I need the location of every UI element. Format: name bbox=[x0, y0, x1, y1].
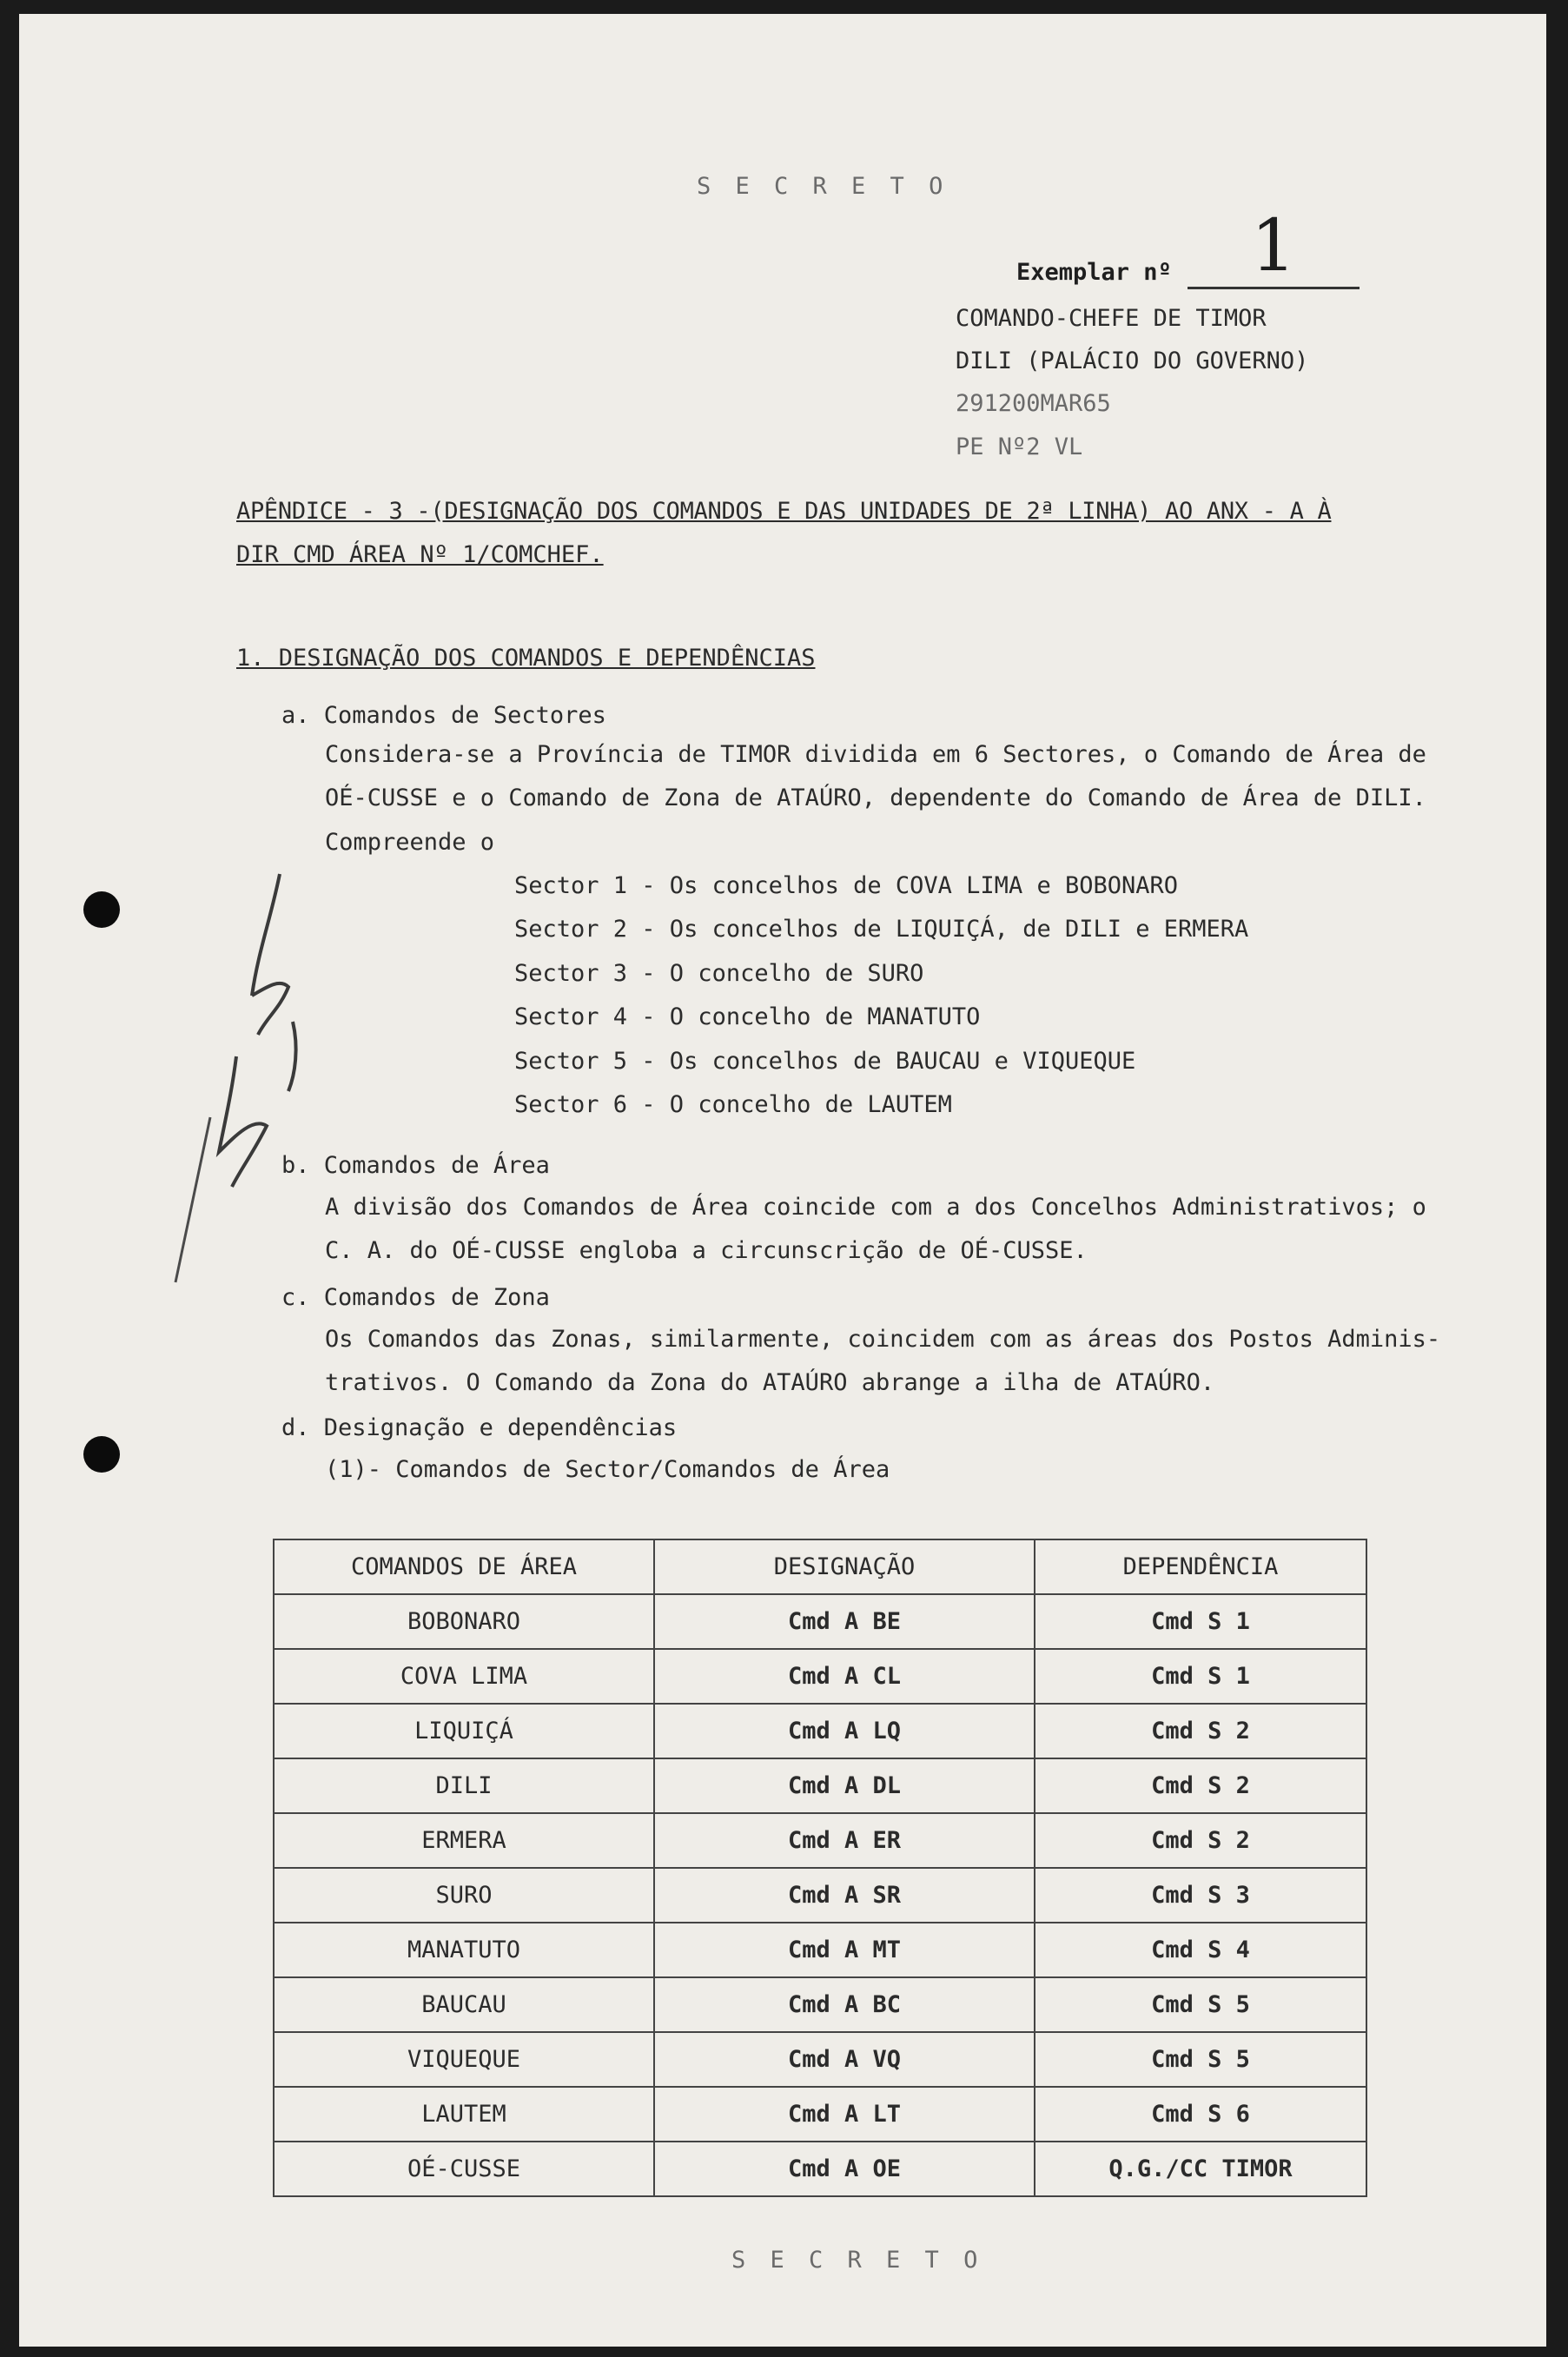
area-cell: BAUCAU bbox=[274, 1977, 654, 2032]
sector-1: Sector 1 - Os concelhos de COVA LIMA e BOBONARO bbox=[514, 872, 1179, 899]
subsection-c-line1: Os Comandos das Zonas, similarmente, coincidem com as áreas dos Postos Adminis- bbox=[325, 1326, 1441, 1353]
designation-cell: Cmd A LQ bbox=[654, 1704, 1035, 1758]
appendix-title-line1: APÊNDICE - 3 -(DESIGNAÇÃO DOS COMANDOS E DAS UNIDADES DE 2ª LINHA) AO ANX - A À bbox=[236, 498, 1332, 525]
punch-hole-bottom bbox=[83, 1436, 120, 1473]
commands-table bbox=[273, 1539, 1367, 2197]
dependency-cell: Cmd S 1 bbox=[1035, 1594, 1366, 1649]
section-1-heading: 1. DESIGNAÇÃO DOS COMANDOS E DEPENDÊNCIAS bbox=[236, 645, 816, 672]
column-header-dependency: DEPENDÊNCIA bbox=[1035, 1539, 1366, 1594]
designation-cell: Cmd A BC bbox=[654, 1977, 1035, 2032]
area-cell: COVA LIMA bbox=[274, 1649, 654, 1704]
dependency-cell: Cmd S 5 bbox=[1035, 1977, 1366, 2032]
designation-cell: Cmd A OE bbox=[654, 2142, 1035, 2196]
table-row bbox=[274, 1923, 1366, 1977]
designation-cell: Cmd A SR bbox=[654, 1868, 1035, 1923]
table-row bbox=[274, 1868, 1366, 1923]
subsection-b-line1: A divisão dos Comandos de Área coincide com a dos Concelhos Administrativos; o bbox=[325, 1194, 1426, 1221]
area-cell: DILI bbox=[274, 1758, 654, 1813]
subsection-b-label: b. Comandos de Área bbox=[281, 1152, 550, 1179]
table-row bbox=[274, 2087, 1366, 2142]
subsection-d-label: d. Designação e dependências bbox=[281, 1414, 678, 1441]
subsection-c-line2: trativos. O Comando da Zona do ATAÚRO abrange a ilha de ATAÚRO. bbox=[325, 1369, 1215, 1396]
subsection-c-label: c. Comandos de Zona bbox=[281, 1284, 550, 1311]
area-cell: SURO bbox=[274, 1868, 654, 1923]
area-cell: OÉ-CUSSE bbox=[274, 2142, 654, 2196]
dependency-cell: Cmd S 2 bbox=[1035, 1758, 1366, 1813]
designation-cell: Cmd A DL bbox=[654, 1758, 1035, 1813]
column-header-designation: DESIGNAÇÃO bbox=[654, 1539, 1035, 1594]
table-row bbox=[274, 2032, 1366, 2087]
designation-cell: Cmd A CL bbox=[654, 1649, 1035, 1704]
subsection-a-label: a. Comandos de Sectores bbox=[281, 702, 606, 729]
designation-cell: Cmd A VQ bbox=[654, 2032, 1035, 2087]
classification-bottom: S E C R E T O bbox=[731, 2247, 983, 2274]
dependency-cell: Cmd S 3 bbox=[1035, 1868, 1366, 1923]
reference: PE Nº2 VL bbox=[956, 434, 1083, 460]
designation-cell: Cmd A MT bbox=[654, 1923, 1035, 1977]
copy-label: Exemplar nº bbox=[1016, 259, 1172, 286]
table-row bbox=[274, 1977, 1366, 2032]
table-row bbox=[274, 2142, 1366, 2196]
designation-cell: Cmd A ER bbox=[654, 1813, 1035, 1868]
dependency-cell: Cmd S 1 bbox=[1035, 1649, 1366, 1704]
handwritten-signature bbox=[149, 857, 341, 1308]
sector-3: Sector 3 - O concelho de SURO bbox=[514, 960, 924, 987]
date-time-group: 291200MAR65 bbox=[956, 390, 1111, 417]
sector-4: Sector 4 - O concelho de MANATUTO bbox=[514, 1003, 981, 1030]
sector-5: Sector 5 - Os concelhos de BAUCAU e VIQUEQUE bbox=[514, 1048, 1136, 1075]
copy-number: 1 bbox=[1188, 207, 1360, 289]
issuing-command: COMANDO-CHEFE DE TIMOR bbox=[956, 305, 1267, 332]
dependency-cell: Cmd S 2 bbox=[1035, 1704, 1366, 1758]
classification-top: S E C R E T O bbox=[697, 173, 949, 200]
subsection-a-line3: Compreende o bbox=[325, 829, 495, 856]
area-cell: MANATUTO bbox=[274, 1923, 654, 1977]
dependency-cell: Cmd S 2 bbox=[1035, 1813, 1366, 1868]
subsection-b-line2: C. A. do OÉ-CUSSE engloba a circunscrição de OÉ-CUSSE. bbox=[325, 1237, 1088, 1264]
column-header-area: COMANDOS DE ÁREA bbox=[274, 1539, 654, 1594]
sector-6: Sector 6 - O concelho de LAUTEM bbox=[514, 1091, 952, 1118]
area-cell: ERMERA bbox=[274, 1813, 654, 1868]
area-cell: BOBONARO bbox=[274, 1594, 654, 1649]
dependency-cell: Cmd S 4 bbox=[1035, 1923, 1366, 1977]
table-row bbox=[274, 1649, 1366, 1704]
table-header-row bbox=[274, 1539, 1366, 1594]
sector-2: Sector 2 - Os concelhos de LIQUIÇÁ, de DILI e ERMERA bbox=[514, 916, 1249, 943]
appendix-title-line2: DIR CMD ÁREA Nº 1/COMCHEF. bbox=[236, 541, 604, 568]
dependency-cell: Cmd S 6 bbox=[1035, 2087, 1366, 2142]
subsection-a-line2: OÉ-CUSSE e o Comando de Zona de ATAÚRO, dependente do Comando de Área de DILI. bbox=[325, 785, 1426, 811]
table-row bbox=[274, 1813, 1366, 1868]
dependency-cell: Q.G./CC TIMOR bbox=[1035, 2142, 1366, 2196]
subsection-d-item-1: (1)- Comandos de Sector/Comandos de Área bbox=[325, 1456, 890, 1483]
designation-cell: Cmd A LT bbox=[654, 2087, 1035, 2142]
issuing-location: DILI (PALÁCIO DO GOVERNO) bbox=[956, 348, 1309, 374]
table-row bbox=[274, 1594, 1366, 1649]
area-cell: VIQUEQUE bbox=[274, 2032, 654, 2087]
designation-cell: Cmd A BE bbox=[654, 1594, 1035, 1649]
table-row bbox=[274, 1704, 1366, 1758]
table-row bbox=[274, 1758, 1366, 1813]
document-page bbox=[19, 14, 1546, 2347]
area-cell: LIQUIÇÁ bbox=[274, 1704, 654, 1758]
subsection-a-line1: Considera-se a Província de TIMOR dividida em 6 Sectores, o Comando de Área de bbox=[325, 741, 1426, 768]
area-cell: LAUTEM bbox=[274, 2087, 654, 2142]
dependency-cell: Cmd S 5 bbox=[1035, 2032, 1366, 2087]
punch-hole-top bbox=[83, 891, 120, 928]
